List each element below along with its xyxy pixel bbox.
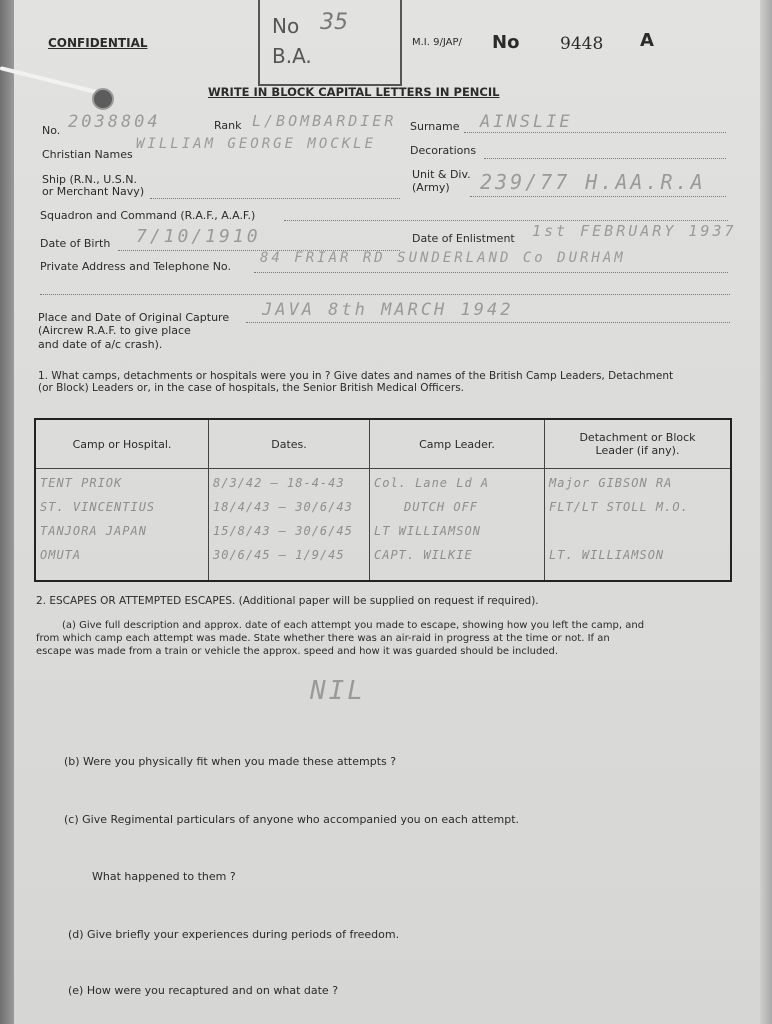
surname-label: Surname <box>410 120 460 133</box>
enlistment-value: 1st FEBRUARY 1937 <box>532 222 737 240</box>
capture-line <box>246 322 730 323</box>
capture-label-1: Place and Date of Original Capture <box>38 311 230 324</box>
rank-value: L/BOMBARDIER <box>252 112 397 130</box>
cell-value: OMUTA <box>40 548 82 562</box>
col-detachment-header <box>545 419 732 469</box>
form-letter: A <box>640 30 654 51</box>
address-line <box>254 272 728 273</box>
confidential-label: CONFIDENTIAL <box>48 36 148 50</box>
table-header-row <box>35 419 731 469</box>
cell-value <box>549 519 726 543</box>
service-no-label: No. <box>42 124 61 137</box>
rank-label: Rank <box>214 119 242 132</box>
squadron-line <box>284 220 728 221</box>
unit-value: 239/77 H.AA.R.A <box>480 170 706 194</box>
table-row <box>35 469 731 582</box>
cell-dates <box>209 469 370 582</box>
q1-line-1: 1. What camps, detachments or hospitals were you in ? Give dates and names of the British Camp Leaders, Detachment <box>38 370 674 382</box>
dob-value: 7/10/1910 <box>136 226 261 247</box>
block-stamp <box>258 0 402 86</box>
cell-value: 18/4/43 — 30/6/43 <box>213 500 353 514</box>
cell-value: CAPT. WILKIE <box>374 548 473 562</box>
instruction-text: WRITE IN BLOCK CAPITAL LETTERS IN PENCIL <box>208 85 500 99</box>
q2c-text: (c) Give Regimental particulars of anyone who accompanied you on each attempt. <box>64 813 520 826</box>
address-label: Private Address and Telephone No. <box>40 260 231 273</box>
q2a-answer: NIL <box>310 676 366 706</box>
form-ref: M.I. 9/JAP/ <box>412 37 462 48</box>
ship-label-1: Ship (R.N., U.S.N. <box>42 173 137 186</box>
capture-value: JAVA 8th MARCH 1942 <box>262 300 514 320</box>
christian-names-label: Christian Names <box>42 148 133 161</box>
ship-label-2: or Merchant Navy) <box>42 185 145 198</box>
form-no-label: No <box>492 32 520 53</box>
col-leader-header: Camp Leader. <box>370 419 545 469</box>
capture-label-2: (Aircrew R.A.F. to give place <box>38 324 191 337</box>
cell-value: TENT PRIOK <box>40 476 123 490</box>
ship-line <box>150 198 400 199</box>
q2a-line-2: from which camp each attempt was made. State whether there was an air-raid in progress at the time or not. If an <box>36 633 610 644</box>
q2b-text: (b) Were you physically fit when you made these attempts ? <box>64 755 397 768</box>
q2a-line-3: escape was made from a train or vehicle the approx. speed and how it was guarded should be included. <box>36 646 559 657</box>
enlistment-label: Date of Enlistment <box>412 232 515 245</box>
cell-value: ST. VINCENTIUS <box>40 500 156 514</box>
stamp-ba: B.A. <box>272 44 312 68</box>
cell-value: TANJORA JAPAN <box>40 524 147 538</box>
stamp-number: 35 <box>320 10 348 35</box>
col-detachment-header-text: Detachment or Block Leader (if any). <box>579 431 696 457</box>
cell-value: LT WILLIAMSON <box>374 524 481 538</box>
camps-table <box>34 418 732 582</box>
squadron-label: Squadron and Command (R.A.F., A.A.F.) <box>40 209 256 222</box>
paper-edge-right <box>760 0 772 1024</box>
unit-line <box>470 196 726 197</box>
address-value: 84 FRIAR RD SUNDERLAND Co DURHAM <box>260 250 626 266</box>
cell-value: 30/6/45 — 1/9/45 <box>213 548 345 562</box>
decorations-label: Decorations <box>410 144 477 157</box>
stamp-no: No <box>272 14 300 38</box>
cell-value: Col. Lane Ld A <box>374 476 490 490</box>
q2-title: 2. ESCAPES OR ATTEMPTED ESCAPES. (Additional paper will be supplied on request if required). <box>36 595 539 607</box>
unit-label-1: Unit & Div. <box>412 168 471 181</box>
q2a-line-1: (a) Give full description and approx. date of each attempt you made to escape, showing how you left the camp, and <box>62 620 645 631</box>
q1-line-2: (or Block) Leaders or, in the case of hospitals, the Senior British Medical Officers. <box>38 382 465 394</box>
col-dates-header: Dates. <box>209 419 370 469</box>
address-line-2 <box>40 294 730 295</box>
capture-label-3: and date of a/c crash). <box>38 338 163 351</box>
christian-names-value: WILLIAM GEORGE MOCKLE <box>136 136 377 152</box>
cell-value: FLT/LT STOLL M.O. <box>549 500 689 514</box>
unit-label-2: (Army) <box>412 181 450 194</box>
cell-value: LT. WILLIAMSON <box>549 548 665 562</box>
surname-value: AINSLIE <box>480 112 573 132</box>
cell-camps <box>35 469 209 582</box>
q2d-text: (d) Give briefly your experiences during periods of freedom. <box>68 928 400 941</box>
cell-leaders <box>370 469 545 582</box>
dob-label: Date of Birth <box>40 237 111 250</box>
decorations-line <box>484 158 726 159</box>
cell-value: 8/3/42 — 18-4-43 <box>213 476 345 490</box>
cell-value: DUTCH OFF <box>404 500 479 514</box>
cell-detachment <box>545 469 732 582</box>
form-number: 9448 <box>560 34 604 54</box>
q2c-followup: What happened to them ? <box>92 870 236 883</box>
q2e-text: (e) How were you recaptured and on what date ? <box>68 984 339 997</box>
cell-value: Major GIBSON RA <box>549 476 673 490</box>
col-camp-header: Camp or Hospital. <box>35 419 209 469</box>
punch-hole <box>92 88 114 110</box>
service-no-value: 2038804 <box>68 112 161 132</box>
surname-line <box>464 132 726 133</box>
cell-value: 15/8/43 — 30/6/45 <box>213 524 353 538</box>
